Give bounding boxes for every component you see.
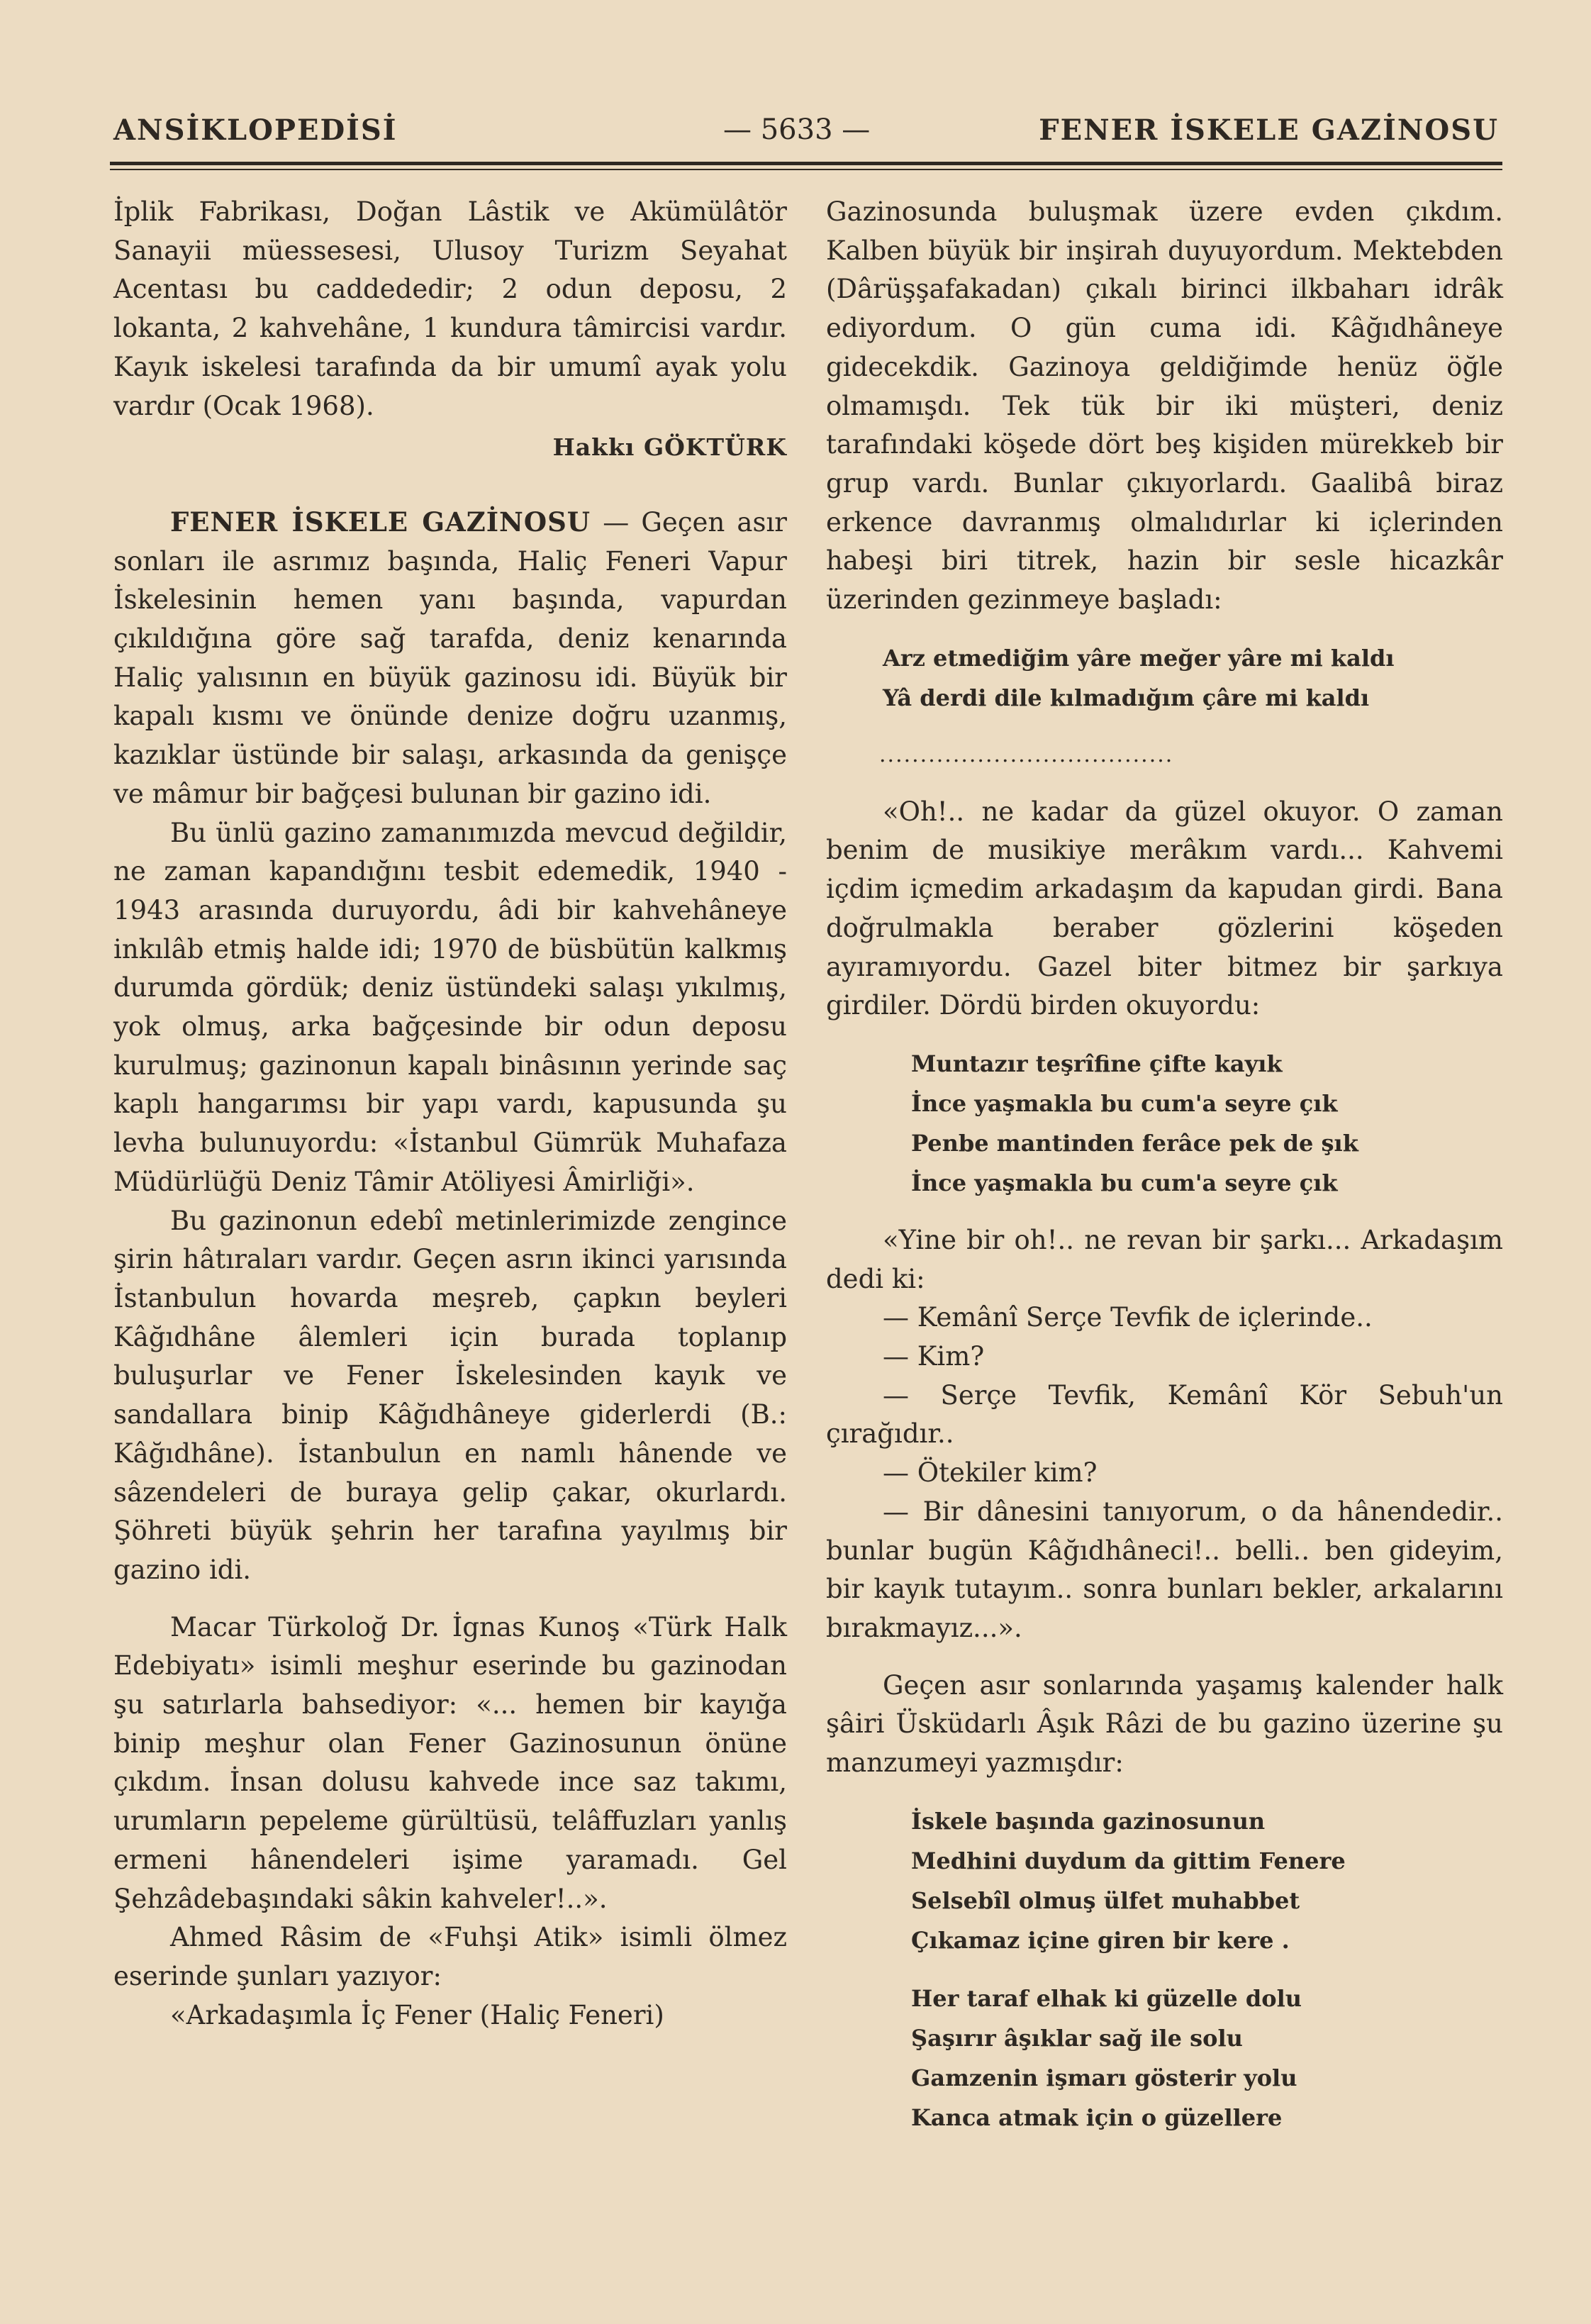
verse-line: Çıkamaz içine giren bir kere . [911, 1926, 1290, 1954]
verse-line: İskele başında gazinosunun [911, 1807, 1266, 1835]
verse-line: Şaşırır âşıklar sağ ile solu [911, 2024, 1243, 2052]
verse-line: Selsebîl olmuş ülfet muhabbet [911, 1886, 1300, 1914]
page-number: — 5633 — [723, 113, 871, 146]
paragraph: Gazinosunda buluşmak üzere evden çıkdım. Kalben büyük bir inşirah duyuyordum. Mektebden (Dârüşşafakadan) çıkalı birinci ilkbaharı idrâk ediyordum. O gün cuma idi. Kâğıdhâneye gidecekdik. Gazinoya geldiğimde henüz öğle olmamışdı. Tek tük bir iki müşteri, deniz tarafındaki köşede dört beş kişiden mürekkeb bir grup vardı. Bunlar çıkıyorlardı. Gaalibâ biraz erkence davranmış olmalıdırlar ki içlerinden habeşi biri titrek, hazin bir sesle hicazkâr üzerinden gezinmeye başladı: [826, 196, 1503, 616]
running-header-left: ANSİKLOPEDİSİ [113, 113, 398, 147]
verse-line: Penbe mantinden ferâce pek de şık [911, 1129, 1358, 1157]
paragraph: İplik Fabrikası, Doğan Lâstik ve Akümülâtör Sanayii müessesesi, Ulusoy Turizm Seyahat Acentası bu caddededir; 2 odun deposu, 2 lokanta, 2 kahvehâne, 1 kundura tâmircisi vardır. Kayık iskelesi tarafında da bir umumî ayak yolu vardır (Ocak 1968). [113, 196, 787, 421]
verse-line: Arz etmediğim yâre meğer yâre mi kaldı [883, 644, 1395, 672]
verse-block [826, 1801, 1503, 1960]
dialog-line: — Kim? [883, 1341, 985, 1372]
verse-block [826, 638, 1503, 718]
verse-block [826, 1044, 1503, 1203]
dialog-line: — Kemânî Serçe Tevfik de içlerinde.. [883, 1302, 1373, 1333]
header-rule-thin [110, 169, 1502, 170]
paragraph: Bu ünlü gazino zamanımızda mevcud değildir, ne zaman kapandığını tesbit edemedik, 1940 - 1943 arasında duruyordu, âdi bir kahvehâneye inkılâb etmiş halde idi; 1970 de büsbütün kalkmış durumda gördük; deniz üstündeki salaşı yıkılmış, yok olmuş, arka bağçesinde bir odun deposu kurulmuş; gazinonun kapalı binâsının yerinde saç kaplı hangarımsı bir yapı vardı, kapusunda şu levha bulunuyordu: «İstanbul Gümrük Muhafaza Müdürlüğü Deniz Tâmir Atöliyesi Âmirliği». [113, 817, 787, 1197]
entry-title: FENER İSKELE GAZİNOSU [170, 506, 591, 538]
running-header-right: FENER İSKELE GAZİNOSU [1039, 113, 1499, 147]
verse-line: Yâ derdi dile kılmadığım çâre mi kaldı [883, 684, 1370, 711]
verse-line: Medhini duydum da gittim Fenere [911, 1847, 1346, 1874]
paragraph: Ahmed Râsim de «Fuhşi Atik» isimli ölmez eserinde şunları yazıyor: [113, 1922, 787, 1991]
verse-line: Muntazır teşrîfine çifte kayık [911, 1050, 1283, 1077]
verse-line: Her taraf elhak ki güzelle dolu [911, 1984, 1302, 2012]
entry-intro-text: — Geçen asır sonları ile asrımız başında, Haliç Feneri Vapur İskelesinin hemen yanı başında, vapurdan çıkıldığına göre sağ tarafda, deniz kenarında Haliç yalısının en büyük gazinosu idi. Büyük bir kapalı kısmı ve önünde denize doğru uzanmış, kazıklar üstünde bir salaşı, arkasında da genişçe ve mâmur bir bağçesi bulunan bir gazino idi. [113, 506, 787, 809]
verse-line: Kanca atmak için o güzellere [911, 2103, 1283, 2131]
verse-line: Gamzenin işmarı gösterir yolu [911, 2064, 1297, 2091]
verse-block [826, 1979, 1503, 2137]
dialog-line: — Ötekiler kim? [883, 1457, 1098, 1489]
right-column [826, 193, 1503, 2137]
header-rule [110, 162, 1502, 165]
dialog-line: — Serçe Tevfik, Kemânî Kör Sebuh'un çırağıdır.. [826, 1379, 1503, 1450]
dialog-line: — Bir dânesini tanıyorum, o da hânendedir.. bunlar bugün Kâğıdhâneci!.. belli.. ben gideyim, bir kayık tutayım.. sonra bunları bekler, arkalarını bırakmayız...». [826, 1496, 1503, 1643]
entry-intro-paragraph [113, 503, 787, 814]
paragraph: «Yine bir oh!.. ne revan bir şarkı... Arkadaşım dedi ki: [826, 1224, 1503, 1294]
paragraph: «Arkadaşımla İç Fener (Haliç Feneri) [170, 1999, 664, 2030]
verse-line: İnce yaşmakla bu cum'a seyre çık [911, 1169, 1338, 1196]
verse-line: İnce yaşmakla bu cum'a seyre çık [911, 1089, 1338, 1117]
author-signature: Hakkı GÖKTÜRK [552, 433, 787, 462]
paragraph: «Oh!.. ne kadar da güzel okuyor. O zaman benim de musikiye merâkım vardı... Kahvemi içdim içmedim arkadaşım da kapudan girdi. Bana doğrulmakla beraber gözlerini köşeden ayıramıyordu. Gazel biter bitmez bir şarkıya girdiler. Dördü birden okuyordu: [826, 796, 1503, 1021]
paragraph: Geçen asır sonlarında yaşamış kalender halk şâiri Üsküdarlı Âşık Râzi de bu gazino üzerine şu manzumeyi yazmışdır: [826, 1669, 1503, 1779]
paragraph: Macar Türkoloğ Dr. İgnas Kunoş «Türk Halk Edebiyatı» isimli meşhur eserinde bu gazinodan şu satırlarla bahsediyor: «... hemen bir kayığa binip meşhur olan Fener Gazinosunun önüne çıkdım. İnsan dolusu kahvede ince saz takımı, urumların pepeleme gürültüsü, telâffuzları yanlış ermeni hânendeleri işime yaramadı. Gel Şehzâdebaşındaki sâkin kahveler!..». [113, 1611, 787, 1914]
left-column [113, 193, 787, 2035]
ellipsis-line: .................................... [879, 742, 1174, 767]
paragraph: Bu gazinonun edebî metinlerimizde zengince şirin hâtıraları vardır. Geçen asrın ikinci yarısında İstanbulun hovarda meşreb, çapkın beyleri Kâğıdhâne âlemleri için burada toplanıp buluşurlar ve Fener İskelesinden kayık ve sandallara binip Kâğıdhâneye giderlerdi (B.: Kâğıdhâne). İstanbulun en namlı hânende ve sâzendeleri de buraya gelip çakar, okurlardı. Şöhreti büyük şehrin her tarafına yayılmış bir gazino idi. [113, 1205, 787, 1585]
